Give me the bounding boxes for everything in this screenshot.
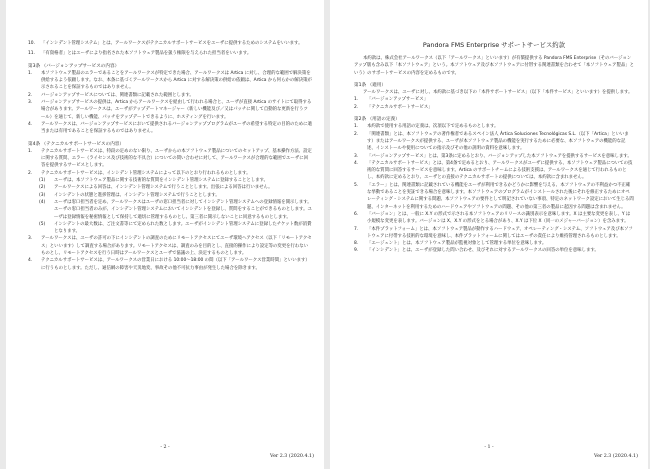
left-page [6,0,324,469]
document-title: Pandora FMS Enterprise サポートサービス約款 [422,41,566,49]
article-1-text: アールワークスは、ユーザに対し、本約款に基づき以下の「本件サポートサービス」（以下「本件サービス」といいます）を提供します。 [363,90,633,96]
right-page [330,0,648,469]
sub-item: (4) ユーザは窓口担当者を定め、アールワークスはユーザの窓口担当者に対してインシデント管理システムへの登録情報を開示します。ユーザの窓口担当者のみが、インシデント管理システムにおいてインシデントを登録し、質問をすることができるものとします。ユーザは登録情報を秘密情報として保持して適切に管理するものとし、第三者に開示しないことに同意するものとします。 [39,199,312,220]
article-3-heading: 第3条 （バージョンアップサービスの内容） [28,63,120,69]
sub-item: (2) アールワークスによる回答は、インシデント管理システムで行うこととします。出張による回答は行いません。 [39,185,273,191]
list-item: 3. アールワークスは、ユーザの許可の下にインシデントの調査のためにリモートアクセスにてユーザ環境へアクセス（以下「リモートアクセス」といいます）して調査する場合があります。リモートアクセスは、調査のみを目的とし、直接的操作により設定等の変更を行わないものとし、リモートアクセスを行う日時はアールワークスとユーザで協議の上、決定するものとします。 [28,236,312,257]
list-item: 2. 「テクニカルサポートサービス」 [354,104,433,110]
sub-item: (5) インシデントの最大数は、ご注文書等にて定められた数とします。ユーザがインシデント管理システムに登録したチケット数が消費となります。 [39,221,312,235]
version-label: Ver 2.3 (2020.4.1) [594,454,638,459]
list-item: 7. 「本件プラットフォーム」とは、本ソフトウェア製品が動作するハードウェア、オペレーティング・システム、ソフトウェア及び本ソフトウェアに付帯する技術的な環境を意味し、本件プラットフォームに関してはユーザの責任により維持管理されるものとします。 [354,226,633,239]
list-item: 6. 「バージョン」とは、一般に X.Y の形式で示される本ソフトウェアのリリースの識別表示を意味します。X は主要な変更を表し、Y は小規模な変更を表します。バージョンは X、X.Y の形式をとる場合があり、X.Y は下位 X（同一のメジャーバージョン）を含みます。 [354,211,631,225]
article-1-heading: 第1条 （適用） [354,82,386,88]
list-item: 4. 「テクニカルサポートサービス」とは、第4条で定めるとおり、アールワークスがユーザに提供する、本ソフトウェア製品についての技術的な質問に回答するサービスを意味します。Artica のサポートチームによる技術支援は、アールワークスを通じて行われるものとし、本約款に定めるとおり、ユーザとの直接のテクニカルサポートの提供については、本約款に含まれません。 [354,160,633,181]
sub-item: (1) ユーザは、本ソフトウェア製品に関する技術的な質問をインシデント管理システムに登録することとします。 [39,178,268,184]
list-item: 5. 「エラー」とは、関連書類に記載されている機能をユーザが利用できるかどうかに影響を与える、本ソフトウェアの不利益かつ不正確な挙動であることを実証できる場合を意味します。本ソフトウェアのプログラムがインストールされた後にそれを修正するためにオペレーティング・システムに関する問題、本ソフトウェアの要件として明記されていない事項、特定のネットワーク設定において生じる問題、インターネットを利用するためのハードウェアやソフトウェアの問題、その他の第三者の製品に起因する問題は含まれません。 [354,182,634,210]
list-item: 1. 本約款で使用する用語の定義は、次項以下で定めるものとします。 [354,124,499,130]
version-label: Ver 2.3 (2020.4.1) [270,454,314,459]
article-2-heading: 第2条 （用語の定義） [354,117,400,123]
list-item: 10. 「インシデント管理システム」とは、アールワークスがテクニカルサポートサービスをユーザに提供するためのシステムをいいます。 [28,41,303,46]
list-item: 9. 「インシデント」とは、ユーザが登録した問い合わせ、及びそれに対するアールワークスの回答の単位を意味します。 [354,248,599,254]
intro-paragraph: 本約款は、株式会社アールワークス（以下「アールワークス」といいます）が有償提供する Pandora FMS Enterprise（そのバージョンアップ版も含み以下「本ソフトウェア」という。本ソフトウェア及び本ソフトウェアに付帯する関連書類を合わせて「本ソフトウェア製品」という）のサポートサービスの内容を定めるものです。 [354,56,634,76]
list-item: 3. 「バージョンアップサービス」とは、第3条に定めるとおり、バージョンアップした本ソフトウェアを提供するサービスを意味します。 [354,153,632,159]
list-item: 2. テクニカルサポートサービスは、インシデント管理システムによって以下のとおり行われるものとします。 [28,170,251,176]
sub-item: (3) インシデントの状態と進捗管理は、インシデント管理システムで行うこととします。 [39,192,220,198]
list-item: 2. 「関連書類」とは、本ソフトウェアの著作権者であるスペイン法人 Ártica Soluciones Tecnológicas S.L.（以下「Artica」といいます）またはアールワークスが提供する、ユーザが本ソフトウェア製品の機能を実行するために必要な、本ソフトウェアの機能的な記述、インストールや使用についての指示及びその他の説明の資料を意味します。 [354,131,629,152]
page-number: - 1 - [484,445,494,450]
list-item: 1. テクニカルサポートサービスは、特段の定めのない限り、ユーザからの本ソフトウェア製品についてのセットアップ、基本操作方法、設定に関する質問、エラー（ライセンス及び技術的な不具合）についての問い合わせに対して、アールワークスが合理的な範囲でユーザに回答を提供するサービスとします。 [28,148,312,169]
list-item: 8. 「エージェント」とは、本ソフトウェア製品が監視対象として管理する単位を意味します。 [354,241,547,247]
article-4-heading: 第4条 （テクニカルサポートサービスの内容） [28,141,124,147]
page-number: - 2 - [160,445,170,450]
list-item: 4. アールワークスは、バージョンアップサービスにおいて提供されるバージョンアッププログラムがユーザの希望する特定の目的のために適当または有用であることを保証するものではありません。 [28,121,312,135]
list-item: 3. バージョンアップサービスの提供は、Artica からアールワークスを経由して行われる場合と、ユーザが直接 Artica のサイトにて取得する場合があります。アールワークスは、ユーザがアップデートマネージャー（新しい機能及び／又はパッチに関して自動的な更新を行うツール）を通じて、新しい機能、パッチをアップデートできるように、ホスティングを行います。 [28,100,312,120]
list-item: 11. 「有資格者」とはユーザにより指名された本ソフトウェア製品を扱う権限を与えられた担当者をいいます。 [28,51,252,57]
list-item: 4. テクニカルサポートサービスは、アールワークスの営業日における 10:00〜18:00 の間（以下「アールワークス営業時間」といいます）に行うものとします。ただし、通信網の障害や天災地変、事故その他不可抗力事由が発生した場合を除きます。 [28,258,310,271]
list-item: 2. バージョンアップサービスについては、関連書類に記載された範囲とします。 [28,92,194,98]
list-item: 1. 本ソフトウェア製品のエラーであることをアールワークスが特定できた場合、アールワークスは Artica に対し、合理的な範囲で解決策を供給するよう依頼します。なお、本条に基づくアールワークスから Artica に対する解決策の供給の依頼は、Artica から何らかの解決策が示されることを保証するものではありません。 [28,70,312,91]
list-item: 1. 「バージョンアップサービス」 [354,97,428,103]
